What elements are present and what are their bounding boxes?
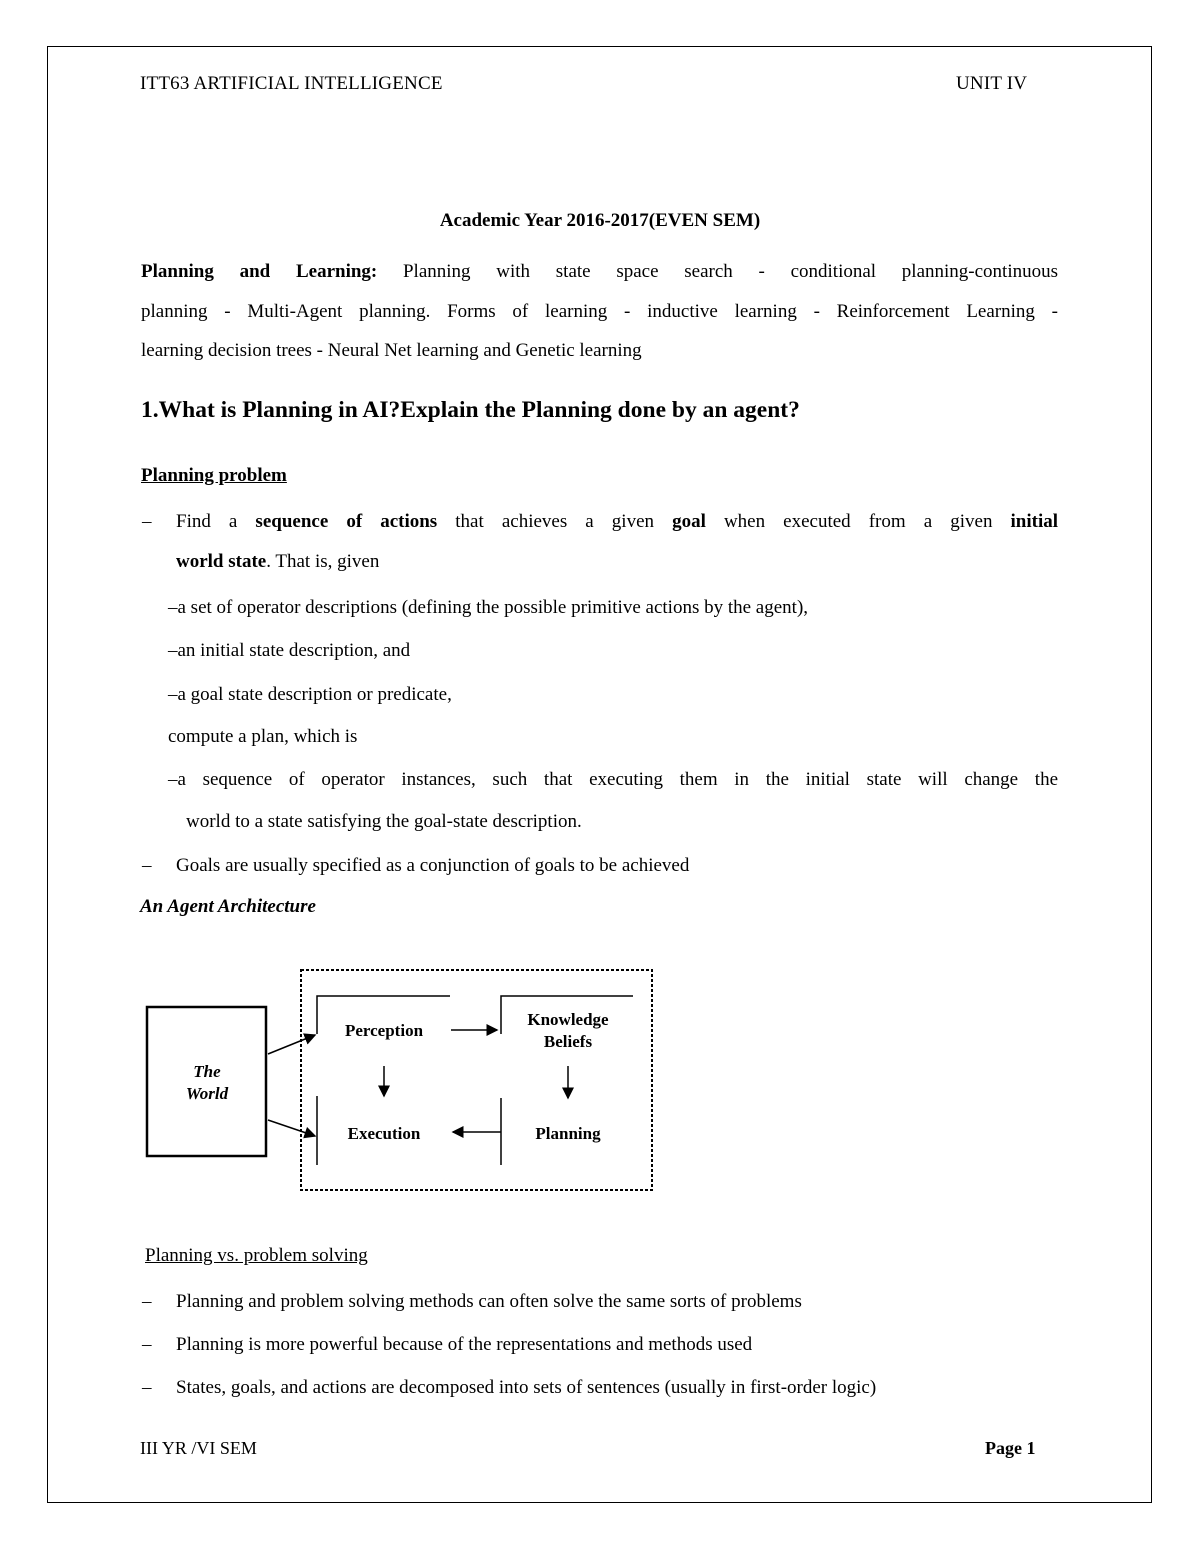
knowledge-label: Knowledge [527,1010,609,1029]
syllabus-line-2: planning - Multi-Agent planning. Forms of learning - inductive learning - Reinforcement Learning - [141,301,1058,322]
planning-vs-heading: Planning vs. problem solving [145,1245,368,1266]
world-to-execution-arrow [268,1120,315,1136]
bold-term: world state [176,551,267,572]
agent-architecture-heading: An Agent Architecture [140,896,316,917]
planning-sub-1: –a set of operator descriptions (defining the possible primitive actions by the agent), [168,597,809,618]
planning-sub-3: –a goal state description or predicate, [168,684,452,705]
syllabus-text-1: Planning with state space search - conditional planning-continuous [402,261,1058,282]
bullet-dash: – [142,1334,152,1355]
text-span: . That is, given [266,551,380,572]
agent-architecture-diagram [140,962,660,1198]
planning-item-1-line-1 [176,511,1058,533]
planning-sub-4-line-2: world to a state satisfying the goal-state description. [186,811,582,832]
syllabus-label: Planning and Learning: [141,261,378,282]
planning-label: Planning [535,1124,601,1143]
academic-year: Academic Year 2016-2017(EVEN SEM) [439,210,761,231]
planning-sub-2: –an initial state description, and [168,640,411,661]
world-to-perception-arrow [268,1035,315,1054]
perception-label: Perception [344,1021,424,1040]
bullet-dash: – [142,1377,152,1398]
header-unit: UNIT IV [956,73,1028,94]
planning-vs-item-1: Planning and problem solving methods can often solve the same sorts of problems [176,1291,802,1312]
execution-label: Execution [347,1124,421,1143]
beliefs-label: Beliefs [543,1032,593,1051]
text-span: when executed from a given [705,511,1011,532]
text-span: Find a [176,511,256,532]
planning-vs-item-3: States, goals, and actions are decomposed into sets of sentences (usually in first-order logic) [176,1377,877,1398]
world-box [147,1007,266,1156]
bold-term: goal [672,511,706,532]
planning-item-1-line-2 [176,551,379,573]
header-course: ITT63 ARTIFICIAL INTELLIGENCE [140,73,443,94]
world-label-1: The [193,1062,221,1081]
planning-vs-item-2: Planning is more powerful because of the representations and methods used [176,1334,753,1355]
footer-page-number: Page 1 [985,1438,1036,1458]
planning-compute: compute a plan, which is [168,726,358,747]
question-heading: 1.What is Planning in AI?Explain the Planning done by an agent? [141,397,800,423]
syllabus-line-3: learning decision trees - Neural Net learning and Genetic learning [141,340,642,361]
bold-term: sequence of actions [255,511,438,532]
world-label-2: World [185,1084,229,1103]
planning-sub-4-line-1: –a sequence of operator instances, such that executing them in the initial state will change the [168,769,1058,790]
footer-left: III YR /VI SEM [140,1438,257,1458]
planning-problem-heading: Planning problem [141,465,287,486]
text-span: that achieves a given [437,511,673,532]
bold-term: initial [1010,511,1059,532]
bullet-dash: – [142,855,152,876]
planning-item-2: Goals are usually specified as a conjunction of goals to be achieved [176,855,690,876]
bullet-dash: – [142,1291,152,1312]
syllabus-line-1 [141,261,1058,283]
agent-dashed-boundary [301,970,652,1190]
bullet-dash: – [142,511,152,532]
